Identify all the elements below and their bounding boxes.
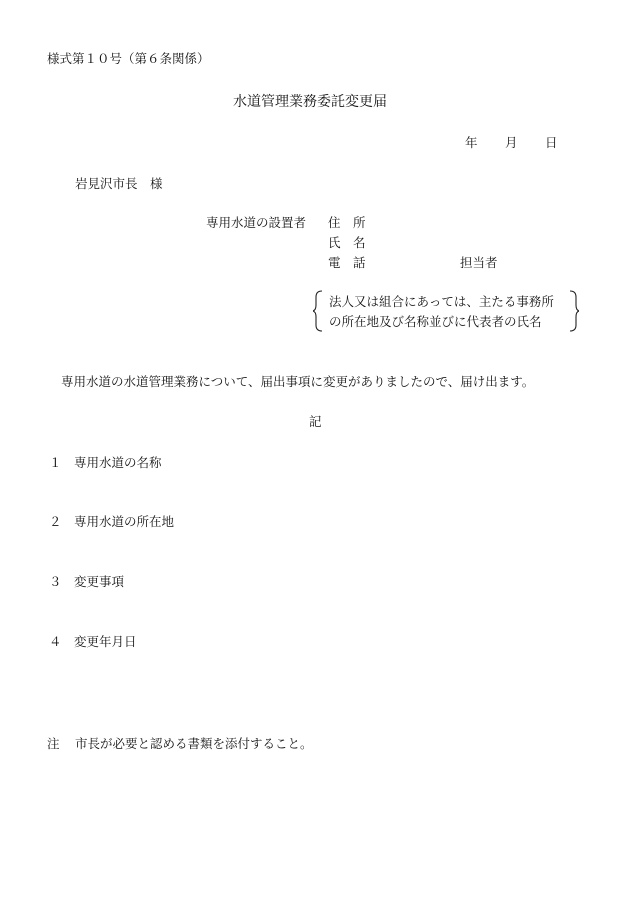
footnote-label: 注 bbox=[47, 736, 60, 751]
item-number: ４ bbox=[49, 634, 62, 649]
note-bracket-box bbox=[313, 290, 579, 332]
item-label: 変更事項 bbox=[74, 574, 125, 589]
item-number: ２ bbox=[49, 514, 62, 529]
addressee: 岩見沢市長 様 bbox=[75, 176, 163, 191]
name-label: 氏 名 bbox=[328, 235, 366, 250]
date-day: 日 bbox=[545, 135, 558, 150]
item-number: ３ bbox=[49, 574, 62, 589]
ki-heading: 記 bbox=[309, 414, 322, 429]
phone-label: 電 話 bbox=[328, 255, 366, 270]
contact-person-label: 担当者 bbox=[460, 255, 498, 270]
date-year: 年 bbox=[465, 135, 478, 150]
address-label: 住 所 bbox=[328, 215, 366, 230]
document-title: 水道管理業務委託変更届 bbox=[233, 94, 387, 110]
item-label: 専用水道の所在地 bbox=[74, 514, 175, 529]
submitter-label: 専用水道の設置者 bbox=[206, 215, 307, 230]
date-month: 月 bbox=[505, 135, 518, 150]
item-label: 変更年月日 bbox=[74, 634, 137, 649]
note-line-2: の所在地及び名称並びに代表者の氏名 bbox=[329, 314, 542, 329]
footnote-text: 市長が必要と認める書類を添付すること。 bbox=[75, 736, 313, 751]
form-number: 様式第１０号（第６条関係） bbox=[47, 51, 210, 66]
body-text: 専用水道の水道管理業務について、届出事項に変更がありましたので、届け出ます。 bbox=[61, 374, 535, 389]
item-number: １ bbox=[49, 455, 62, 470]
item-label: 専用水道の名称 bbox=[74, 455, 162, 470]
note-line-1: 法人又は組合にあっては、主たる事務所 bbox=[329, 294, 554, 309]
